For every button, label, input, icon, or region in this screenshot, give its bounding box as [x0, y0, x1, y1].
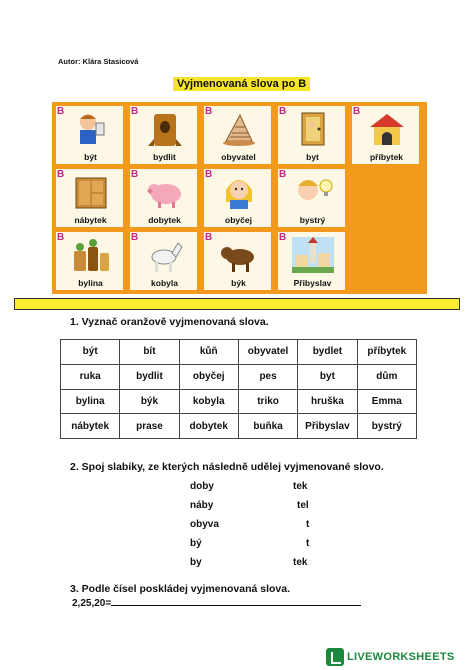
- table-cell[interactable]: Přibyslav: [298, 414, 357, 439]
- answer-row: [72, 597, 361, 609]
- table-cell[interactable]: kůň: [179, 340, 238, 365]
- picture-word-grid: [52, 102, 427, 294]
- syllable-left[interactable]: doby: [190, 481, 214, 492]
- number-prompt: 2,25,20=: [72, 598, 112, 609]
- horse-icon: [144, 237, 186, 273]
- card-word: býk: [231, 278, 246, 288]
- card-kobyla: [129, 231, 198, 291]
- table-cell[interactable]: být: [61, 340, 120, 365]
- table-cell[interactable]: bydlet: [298, 340, 357, 365]
- boy-drinking-icon: [70, 111, 112, 147]
- b-badge: B: [279, 106, 287, 117]
- card-word: bylina: [78, 278, 103, 288]
- card-bystry: [277, 168, 346, 228]
- herbs-jars-icon: [70, 237, 112, 273]
- card-word: bystrý: [299, 215, 326, 225]
- card-byt2: [277, 105, 346, 165]
- syllable-right[interactable]: tek: [293, 481, 308, 492]
- b-badge: B: [353, 106, 361, 117]
- b-badge: B: [57, 232, 65, 243]
- table-row: [61, 389, 417, 414]
- table-cell[interactable]: obyčej: [179, 364, 238, 389]
- brand-name: LIVEWORKSHEETS: [347, 651, 455, 663]
- cabinet-icon: [70, 174, 112, 210]
- b-badge: B: [131, 169, 139, 180]
- card-word: Přibyslav: [293, 278, 332, 288]
- b-badge: B: [279, 232, 287, 243]
- table-cell[interactable]: prase: [120, 414, 179, 439]
- card-word: být: [84, 152, 97, 162]
- table-cell[interactable]: bylina: [61, 389, 120, 414]
- table-cell[interactable]: bydlit: [120, 364, 179, 389]
- task-3-heading: 3. Podle čísel poskládej vyjmenovaná slova.: [70, 583, 291, 595]
- card-nabytek: [55, 168, 124, 228]
- author-line: Autor: Klára Stasicová: [58, 57, 139, 66]
- liveworksheets-brand[interactable]: [326, 646, 470, 668]
- table-cell[interactable]: kobyla: [179, 389, 238, 414]
- answer-blank-line[interactable]: [111, 597, 361, 606]
- table-cell[interactable]: obyvatel: [238, 340, 297, 365]
- card-byk: [203, 231, 272, 291]
- table-cell[interactable]: byt: [298, 364, 357, 389]
- bull-icon: [218, 237, 260, 273]
- card-word: kobyla: [151, 278, 178, 288]
- task-2-heading: 2. Spoj slabiky, ze kterých následně udělej vyjmenované slovo.: [70, 461, 384, 473]
- table-cell[interactable]: dobytek: [179, 414, 238, 439]
- table-cell[interactable]: ruka: [61, 364, 120, 389]
- syllable-right[interactable]: tek: [293, 557, 308, 568]
- syllable-right[interactable]: t: [306, 519, 310, 530]
- b-badge: B: [279, 169, 287, 180]
- door-icon: [292, 111, 334, 147]
- yellow-divider-bar: [14, 298, 460, 310]
- b-badge: B: [57, 169, 65, 180]
- syllable-left[interactable]: bý: [190, 538, 202, 549]
- pig-icon: [144, 174, 186, 210]
- town-icon: [292, 237, 334, 273]
- b-badge: B: [57, 106, 65, 117]
- table-row: [61, 414, 417, 439]
- card-word: dobytek: [148, 215, 181, 225]
- b-badge: B: [205, 169, 213, 180]
- table-cell[interactable]: pes: [238, 364, 297, 389]
- doghouse-icon: [366, 111, 408, 147]
- table-row: [61, 340, 417, 365]
- table-cell[interactable]: bít: [120, 340, 179, 365]
- snail-icon: [218, 111, 260, 147]
- card-word: bydlit: [153, 152, 176, 162]
- card-obyvatel: [203, 105, 272, 165]
- card-word: obyčej: [225, 215, 252, 225]
- word-table: [60, 339, 417, 439]
- card-pribytek: [351, 105, 420, 165]
- syllable-left[interactable]: obyva: [190, 519, 219, 530]
- card-word: byt: [306, 152, 319, 162]
- b-badge: B: [131, 106, 139, 117]
- b-badge: B: [131, 232, 139, 243]
- card-word: příbytek: [369, 152, 404, 162]
- lightbulb-face-icon: [292, 174, 334, 210]
- card-bydlit: [129, 105, 198, 165]
- page-title: Vyjmenovaná slova po B: [173, 77, 310, 91]
- syllable-right[interactable]: tel: [297, 500, 309, 511]
- task-1-heading: 1. Vyznač oranžově vyjmenovaná slova.: [70, 316, 269, 328]
- liveworksheets-logo-icon: [326, 648, 344, 666]
- table-cell[interactable]: hruška: [298, 389, 357, 414]
- syllable-left[interactable]: náby: [190, 500, 214, 511]
- table-cell[interactable]: dům: [357, 364, 416, 389]
- table-cell[interactable]: bystrý: [357, 414, 416, 439]
- card-obycej: [203, 168, 272, 228]
- syllable-right[interactable]: t: [306, 538, 310, 549]
- table-row: [61, 364, 417, 389]
- b-badge: B: [205, 106, 213, 117]
- b-badge: B: [205, 232, 213, 243]
- table-cell[interactable]: triko: [238, 389, 297, 414]
- table-cell[interactable]: býk: [120, 389, 179, 414]
- card-bylina: [55, 231, 124, 291]
- card-byt: [55, 105, 124, 165]
- table-cell[interactable]: příbytek: [357, 340, 416, 365]
- tree-hollow-icon: [144, 111, 186, 147]
- card-pribyslav: [277, 231, 346, 291]
- girl-icon: [218, 174, 260, 210]
- syllable-left[interactable]: by: [190, 557, 202, 568]
- card-word: obyvatel: [221, 152, 256, 162]
- table-cell[interactable]: buňka: [238, 414, 297, 439]
- card-dobytek: [129, 168, 198, 228]
- table-cell[interactable]: Emma: [357, 389, 416, 414]
- table-cell[interactable]: nábytek: [61, 414, 120, 439]
- card-word: nábytek: [74, 215, 107, 225]
